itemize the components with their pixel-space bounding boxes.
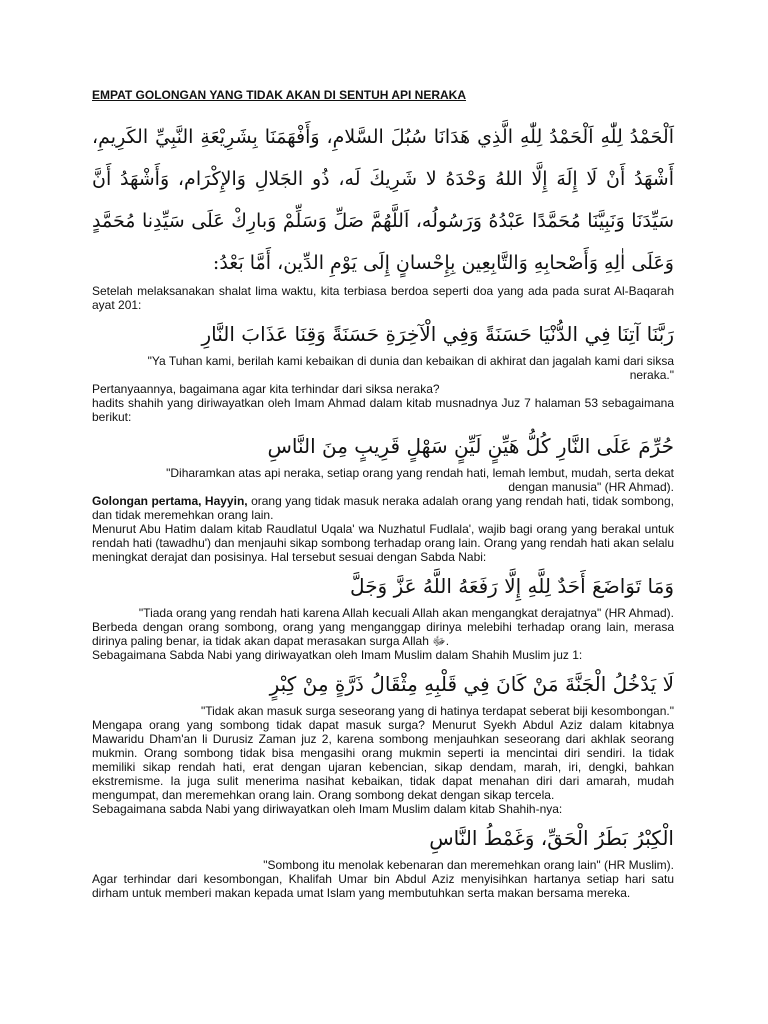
paragraph-umar-bin-abdul-aziz: Agar terhindar dari kesombongan, Khalifah Umar bin Abdul Aziz menyisihkan hartanya setiap hari satu dirham untuk memberi makan kepada umat Islam yang membutuhkan serta makan bersama mereka. — [92, 872, 674, 900]
arabic-hadith-ahmad: حُرِّمَ عَلَى النَّارِ كُلُّ هَيِّنٍ لَيِّنٍ سَهْلٍ قَرِيبٍ مِنَ النَّاسِ — [267, 434, 674, 458]
arabic-ayah-albaqarah-201: رَبَّنَا آتِنَا فِي الدُّنْيَا حَسَنَةً وَفِي الْآخِرَةِ حَسَنَةً وَقِنَا عَذَابَ النَّارِ — [201, 322, 674, 346]
paragraph-sabda-muslim-2: Sebagaimana sabda Nabi yang diriwayatkan oleh Imam Muslim dalam kitab Shahih-nya: — [92, 802, 563, 816]
translation-hadith-ahmad: "Diharamkan atas api neraka, setiap orang yang rendah hati, lemah lembut, mudah, serta dekat dengan manusia" (HR Ahmad). — [166, 466, 674, 494]
translation-hadith-tawadhu: "Tiada orang yang rendah hati karena Allah kecuali Allah akan mengangkat derajatnya" (HR Ahmad). — [138, 606, 674, 620]
arabic-hadith-muslim-1: لَا يَدْخُلُ الْجَنَّةَ مَنْ كَانَ فِي قَلْبِهِ مِثْقَالُ ذَرَّةٍ مِنْ كِبْرٍ — [269, 672, 674, 696]
paragraph-question: Pertanyaannya, bagaimana agar kita terhindar dari siksa neraka? — [92, 382, 440, 396]
paragraph-abu-hatim: Menurut Abu Hatim dalam kitab Raudlatul Uqala' wa Nuzhatul Fudlala', wajib bagi orang yang berakal untuk rendah hati (tawadhu') dan menjauhi sikap sombong terhadap orang lain. Orang yang rendah hati akan selalu meningkat derajat dan posisinya. Hal tersebut sesuai dengan Sabda Nabi: — [92, 522, 675, 564]
golongan-pertama-text: orang yang tidak masuk neraka adalah orang yang rendah hati, tidak sombong, dan tidak meremehkan orang lain. — [92, 494, 674, 522]
arabic-opening: اَلْحَمْدُ لِلّٰهِ اَلْحَمْدُ لِلّٰهِ الَّذِي هَدَانَا سُبُلَ السَّلامِ، وَأَفْهَمَنَا بِشَرِيْعَةِ النَّبِيِّ الكَرِيمِ، أَشْهَدُ أَنْ لَا إِلَهَ إِلَّا اللهُ وَحْدَهُ لا شَرِيكَ لَه، ذُو الجَلالِ وَالإِكْرَام، وَأَشْهَدُ أَنَّ سَيِّدَنَا وَنَبِيَّنَا مُحَمَّدًا عَبْدُهُ وَرَسُولُه، اَللَّهُمَّ صَلِّ وَسَلِّمْ وَبارِكْ عَلَى سَيِّدِنا مُحَمَّدٍ وَعَلَى اٰلِهِ وَأَصْحابِهِ وَالتَّابِعِين بِإِحْسانٍ إِلَى يَوْمِ الدِّين، أَمَّا بَعْدُ: — [92, 126, 674, 274]
translation-ayah: "Ya Tuhan kami, berilah kami kebaikan di dunia dan kebaikan di akhirat dan jagalah kami dari siksa neraka." — [147, 354, 674, 382]
paragraph-syekh-abdul-aziz: Mengapa orang yang sombong tidak dapat masuk surga? Menurut Syekh Abdul Aziz dalam kitabnya Mawaridu Dham'an li Durusiz Zaman juz 2, karena sombong menjauhkan seseorang dari akhlak seorang mukmin. Orang sombong tidak bisa mengasihi orang mukmin seperti ia mencintai diri sendiri. Ia tidak memiliki sikap rendah hati, erat dengan ujaran kebencian, sikap dendam, marah, iri, dengki, bahkan ekstremisme. Ia juga sulit menerima nasihat kebaikan, tidak dapat menahan diri dari amarah, mudah mengumpat, dan meremehkan orang lain. Orang sombong dekat dengan sikap tercela. — [92, 718, 674, 802]
paragraph-doa-intro: Setelah melaksanakan shalat lima waktu, kita terbiasa berdoa seperti doa yang ada pada surat Al-Baqarah ayat 201: — [92, 284, 674, 312]
paragraph-sabda-muslim: Sebagaimana Sabda Nabi yang diriwayatkan oleh Imam Muslim dalam Shahih Muslim juz 1: — [92, 648, 583, 662]
paragraph-orang-sombong: Berbeda dengan orang sombong, orang yang menganggap dirinya melebihi terhadap orang lain, merasa dirinya paling benar, ia tidak akan dapat merasakan surga Allah ﷻ. — [92, 620, 674, 648]
translation-hadith-muslim-2: "Sombong itu menolak kebenaran dan meremehkan orang lain" (HR Muslim). — [263, 858, 674, 872]
paragraph-golongan-pertama — [92, 494, 674, 522]
arabic-hadith-tawadhu: وَمَا تَوَاضَعَ أَحَدٌ لِلَّهِ إِلَّا رَفَعَهُ اللَّهُ عَزَّ وَجَلَّ — [350, 574, 674, 598]
golongan-pertama-label: Golongan pertama, Hayyin, — [92, 494, 248, 508]
document-page — [92, 88, 674, 900]
paragraph-hadith-source: hadits shahih yang diriwayatkan oleh Imam Ahmad dalam kitab musnadnya Juz 7 halaman 53 sebagaimana berikut: — [92, 396, 674, 424]
translation-hadith-muslim-1: "Tidak akan masuk surga seseorang yang di hatinya terdapat seberat biji kesombongan." — [200, 704, 674, 718]
arabic-hadith-muslim-2: الْكِبْرُ بَطَرُ الْحَقِّ، وَغَمْطُ النَّاسِ — [429, 826, 674, 850]
document-title: EMPAT GOLONGAN YANG TIDAK AKAN DI SENTUH API NERAKA — [92, 88, 467, 102]
